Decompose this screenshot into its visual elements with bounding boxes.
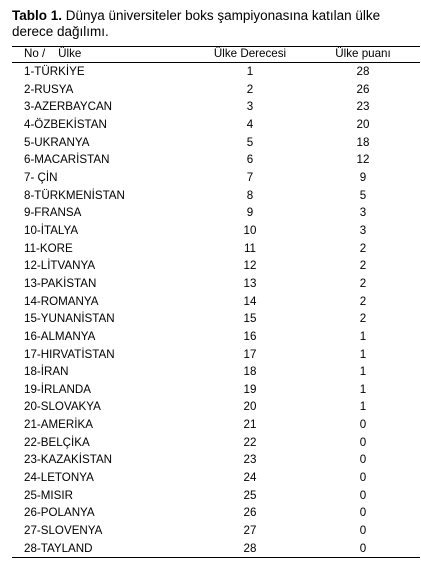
country-cell: 10-İTALYA <box>24 223 79 237</box>
header-points: Ülke puanı <box>306 47 420 63</box>
rank-cell: 21 <box>243 418 257 432</box>
table-row <box>12 522 420 540</box>
table-row <box>12 469 420 487</box>
country-cell: 1-TÜRKİYE <box>24 65 85 78</box>
rank-cell: 20 <box>243 400 257 414</box>
points-cell: 0 <box>359 471 367 485</box>
country-cell: 14-ROMANYA <box>24 294 99 308</box>
points-cell: 0 <box>359 524 367 538</box>
points-cell: 18 <box>356 135 370 149</box>
country-cell: 18-İRAN <box>24 365 69 379</box>
table-header <box>12 47 420 63</box>
points-cell: 0 <box>359 506 367 520</box>
points-cell: 26 <box>356 82 370 96</box>
country-cell: 13-PAKİSTAN <box>24 276 97 290</box>
country-cell: 20-SLOVAKYA <box>24 400 101 414</box>
rank-cell: 2 <box>246 82 254 96</box>
points-cell: 2 <box>359 294 367 308</box>
points-cell: 2 <box>359 276 367 290</box>
rank-cell: 3 <box>246 100 254 114</box>
country-cell: 23-KAZAKİSTAN <box>24 453 113 467</box>
country-cell: 7- ÇİN <box>24 170 58 184</box>
points-cell: 1 <box>359 347 367 361</box>
points-cell: 3 <box>359 223 367 237</box>
table-row <box>12 310 420 328</box>
rank-cell: 14 <box>243 294 257 308</box>
rank-cell: 11 <box>243 241 257 255</box>
points-cell: 1 <box>359 400 367 414</box>
rank-cell: 1 <box>246 65 254 78</box>
country-cell: 5-UKRANYA <box>24 135 90 149</box>
table-row <box>12 81 420 99</box>
country-cell: 6-MACARİSTAN <box>24 153 110 167</box>
table-row <box>12 451 420 469</box>
points-cell: 2 <box>359 241 367 255</box>
table-row <box>12 134 420 152</box>
table-row <box>12 151 420 169</box>
country-cell: 4-ÖZBEKİSTAN <box>24 117 107 131</box>
points-cell: 0 <box>359 453 367 467</box>
rank-cell: 27 <box>243 524 257 538</box>
country-cell: 11-KORE <box>24 241 73 255</box>
table-row <box>12 504 420 522</box>
rank-cell: 19 <box>243 382 257 396</box>
rank-cell: 5 <box>246 135 254 149</box>
table-row <box>12 98 420 116</box>
table-row <box>12 381 420 399</box>
rank-cell: 17 <box>243 347 257 361</box>
country-cell: 22-BELÇİKA <box>24 435 90 449</box>
points-cell: 2 <box>359 312 367 326</box>
table-row <box>12 63 420 81</box>
country-cell: 16-ALMANYA <box>24 329 96 343</box>
table-row <box>12 169 420 187</box>
country-cell: 3-AZERBAYCAN <box>24 100 113 114</box>
rank-cell: 15 <box>243 312 257 326</box>
caption-text: Dünya üniversiteler boks şampiyonasına katılan ülke derece dağılımı. <box>12 8 381 39</box>
rank-cell: 4 <box>246 117 254 131</box>
country-cell: 24-LETONYA <box>24 471 94 485</box>
country-cell: 2-RUSYA <box>24 82 74 96</box>
table-row <box>12 363 420 381</box>
table-row <box>12 187 420 205</box>
table-row <box>12 257 420 275</box>
country-cell: 25-MISIR <box>24 488 73 502</box>
results-table <box>12 46 420 558</box>
table-row <box>12 293 420 311</box>
rank-cell: 12 <box>243 259 257 273</box>
table-row <box>12 487 420 505</box>
rank-cell: 10 <box>243 223 257 237</box>
table-caption <box>12 8 402 40</box>
country-cell: 19-İRLANDA <box>24 382 92 396</box>
country-cell: 15-YUNANİSTAN <box>24 312 115 326</box>
rank-cell: 22 <box>243 435 257 449</box>
rank-cell: 6 <box>246 153 254 167</box>
table-row <box>12 328 420 346</box>
rank-cell: 18 <box>243 365 257 379</box>
header-rank: Ülke Derecesi <box>194 47 306 63</box>
table-row <box>12 116 420 134</box>
points-cell: 20 <box>356 117 370 131</box>
points-cell: 3 <box>359 206 367 220</box>
country-cell: 26-POLANYA <box>24 506 95 520</box>
rank-cell: 25 <box>243 488 257 502</box>
table-row <box>12 222 420 240</box>
table-row <box>12 275 420 293</box>
country-cell: 21-AMERİKA <box>24 418 93 432</box>
points-cell: 1 <box>359 329 367 343</box>
table-row <box>12 204 420 222</box>
rank-cell: 16 <box>243 329 257 343</box>
points-cell: 0 <box>359 435 367 449</box>
points-cell: 28 <box>356 65 370 78</box>
table-row <box>12 416 420 434</box>
points-cell: 1 <box>359 382 367 396</box>
rank-cell: 8 <box>246 188 254 202</box>
table-row <box>12 398 420 416</box>
country-cell: 17-HIRVATİSTAN <box>24 347 115 361</box>
rank-cell: 23 <box>243 453 257 467</box>
table-row <box>12 346 420 364</box>
caption-label: Tablo 1. <box>12 8 63 23</box>
table-row <box>12 540 420 558</box>
rank-cell: 24 <box>243 471 257 485</box>
points-cell: 9 <box>359 170 367 184</box>
points-cell: 0 <box>359 488 367 502</box>
points-cell: 0 <box>359 418 367 432</box>
rank-cell: 28 <box>194 540 306 558</box>
table-row <box>12 240 420 258</box>
points-cell: 1 <box>359 365 367 379</box>
table-body <box>12 63 420 558</box>
rank-cell: 13 <box>243 276 257 290</box>
rank-cell: 26 <box>243 506 257 520</box>
header-country: No / Ülke <box>12 47 194 63</box>
points-cell: 23 <box>356 100 370 114</box>
country-cell: 28-TAYLAND <box>12 540 194 558</box>
points-cell: 2 <box>359 259 367 273</box>
country-cell: 9-FRANSA <box>24 206 82 220</box>
table-row <box>12 434 420 452</box>
country-cell: 8-TÜRKMENİSTAN <box>24 188 125 202</box>
points-cell: 0 <box>306 540 420 558</box>
header-row <box>12 47 420 63</box>
country-cell: 27-SLOVENYA <box>24 524 103 538</box>
points-cell: 5 <box>359 188 367 202</box>
country-cell: 12-LİTVANYA <box>24 259 96 273</box>
points-cell: 12 <box>356 153 370 167</box>
rank-cell: 9 <box>246 206 254 220</box>
rank-cell: 7 <box>246 170 254 184</box>
